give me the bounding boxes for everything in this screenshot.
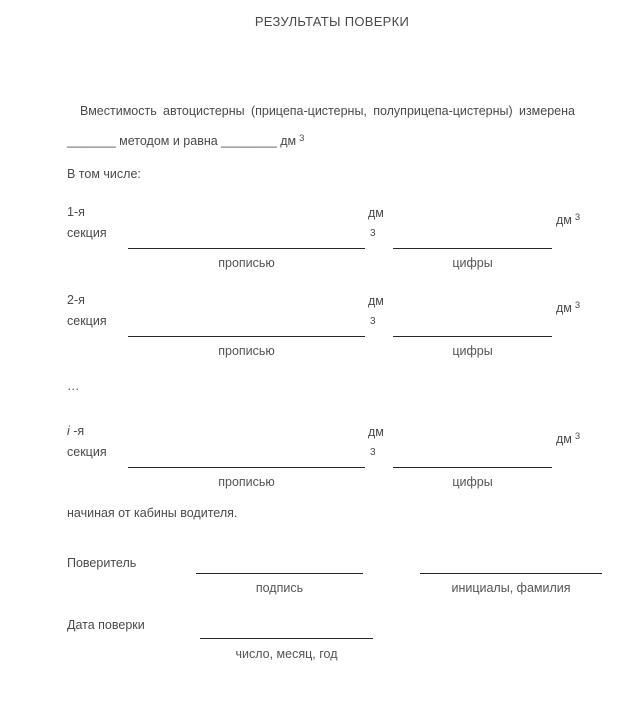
unit-dm-superscript: 3 (370, 447, 376, 458)
unit-dm-cubed (556, 301, 580, 315)
caption-initials-surname: инициалы, фамилия (451, 581, 571, 595)
closing-note: начиная от кабины водителя. (67, 506, 238, 520)
verification-date-label: Дата поверки (67, 618, 145, 632)
cubic-superscript: 3 (574, 212, 581, 223)
unit-dm: дм (368, 294, 384, 308)
caption-words: прописью (218, 475, 275, 489)
including-label: В том числе: (67, 167, 141, 181)
blank-line-figures (393, 248, 552, 249)
intro-paragraph-line2 (67, 134, 607, 148)
unit-dm-text: дм (556, 301, 572, 315)
unit-dm-cubed (556, 432, 580, 446)
cubic-superscript: 3 (574, 431, 581, 442)
caption-words: прописью (218, 256, 275, 270)
blank-line-words (128, 467, 365, 468)
date-blank-line (200, 638, 373, 639)
section-word: секция (67, 445, 107, 459)
blank-line-figures (393, 467, 552, 468)
blank-line-figures (393, 336, 552, 337)
section-row-i (0, 424, 637, 496)
section-word: секция (67, 314, 107, 328)
section-number-suffix: -я (69, 424, 85, 438)
caption-signature: подпись (255, 581, 304, 595)
unit-dm-cubed (556, 213, 580, 227)
section-row-1 (0, 205, 637, 277)
section-index-italic: i (67, 424, 70, 438)
blank-line-words (128, 336, 365, 337)
caption-day-month-year: число, месяц, год (235, 647, 338, 661)
section-word: секция (67, 226, 107, 240)
section-number (67, 424, 84, 438)
signature-blank-line (196, 573, 363, 574)
section-number: 2-я (67, 293, 85, 307)
section-row-2 (0, 293, 637, 365)
caption-words: прописью (218, 344, 275, 358)
unit-dm: дм (368, 206, 384, 220)
caption-figures: цифры (452, 256, 493, 270)
cubic-superscript: 3 (299, 133, 305, 144)
unit-dm-superscript: 3 (370, 228, 376, 239)
caption-figures: цифры (452, 344, 493, 358)
cubic-superscript: 3 (574, 300, 581, 311)
caption-figures: цифры (452, 475, 493, 489)
intro-line2-text: _______ методом и равна ________ дм (67, 134, 297, 148)
unit-dm-text: дм (556, 432, 572, 446)
ellipsis-row: … (67, 379, 80, 393)
intro-paragraph-line1: Вместимость автоцистерны (прицепа-цистерны, полуприцепа-цистерны) измерена (80, 104, 575, 118)
section-number: 1-я (67, 205, 85, 219)
unit-dm: дм (368, 425, 384, 439)
blank-line-words (128, 248, 365, 249)
unit-dm-superscript: 3 (370, 316, 376, 327)
name-blank-line (420, 573, 602, 574)
unit-dm-text: дм (556, 213, 572, 227)
page-title: РЕЗУЛЬТАТЫ ПОВЕРКИ (254, 14, 410, 29)
verifier-label: Поверитель (67, 556, 137, 570)
